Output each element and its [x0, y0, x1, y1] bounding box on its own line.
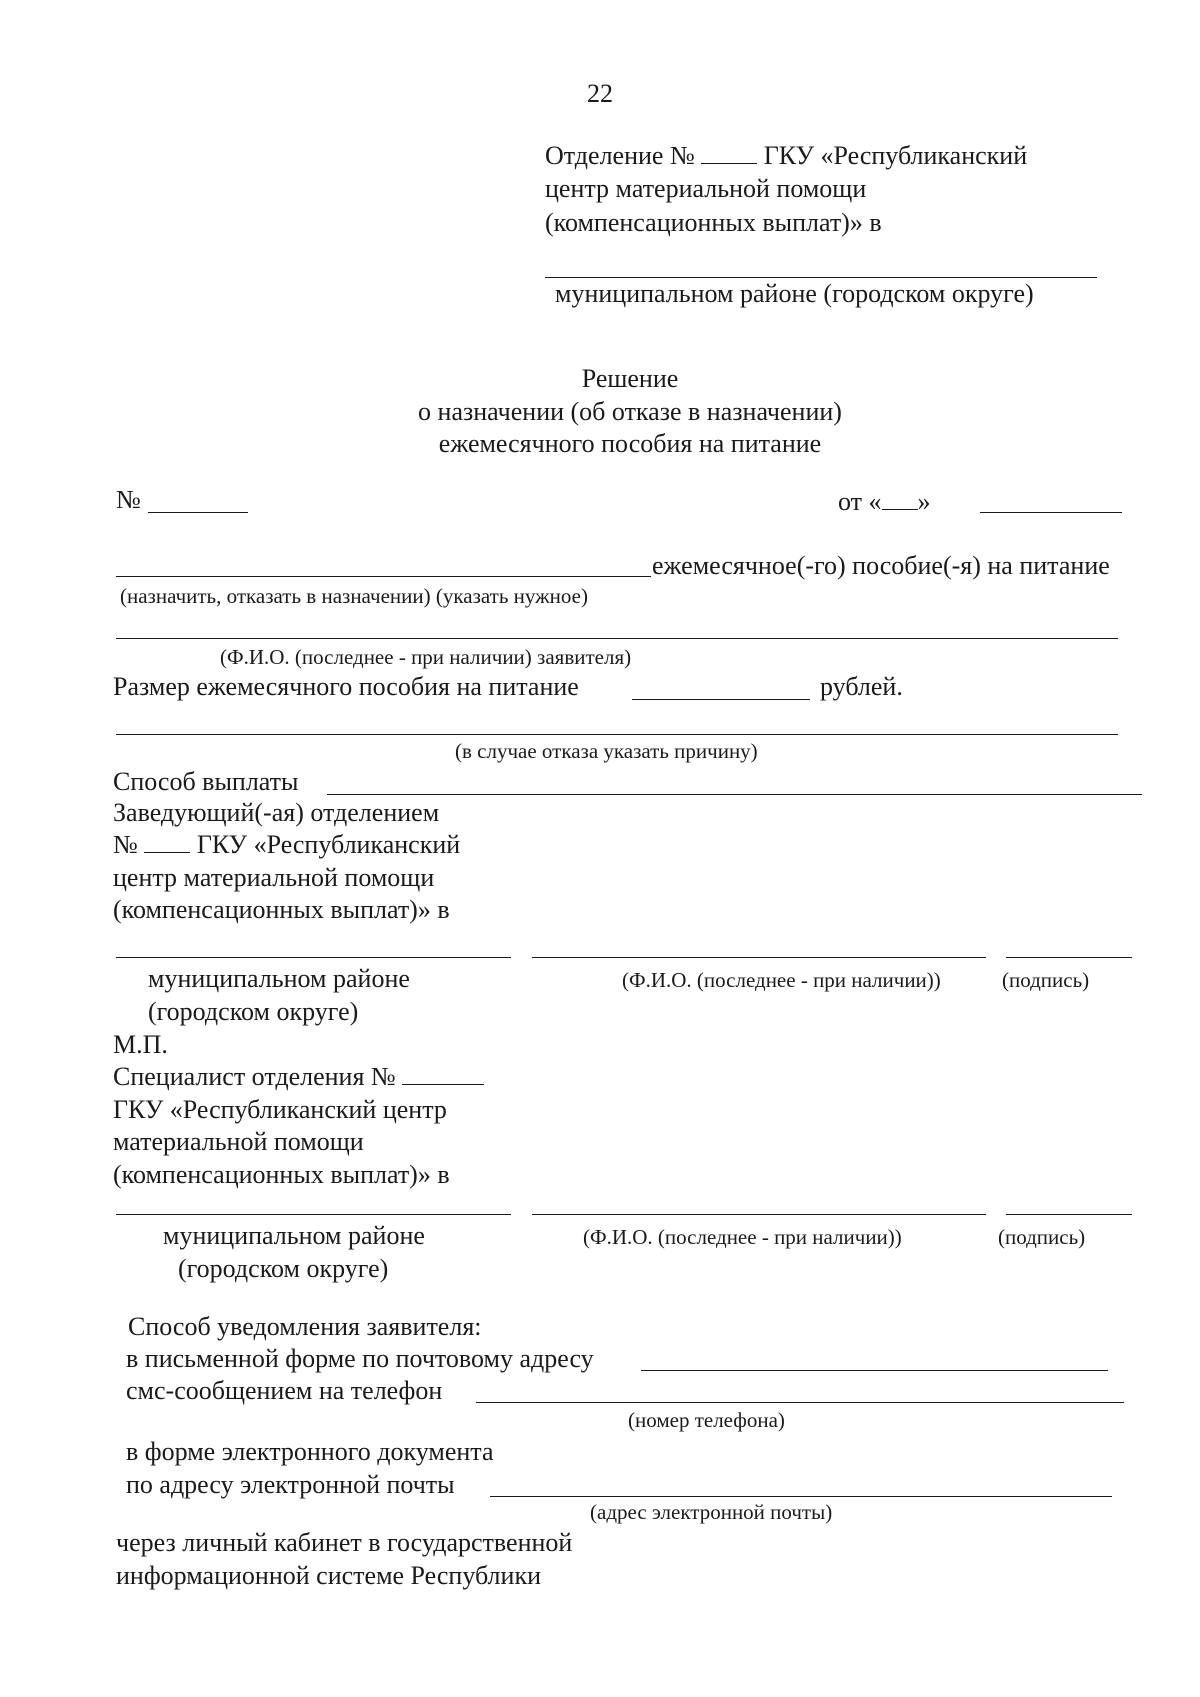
head-org-name: ГКУ «Республиканский: [196, 830, 461, 859]
amount-unit: рублей.: [820, 672, 903, 701]
specialist-district-2: (городском округе): [178, 1254, 389, 1283]
specialist-label: Специалист отделения №: [113, 1062, 396, 1091]
notification-cabinet-1: через личный кабинет в государственной: [116, 1528, 573, 1557]
applicant-hint: (Ф.И.О. (последнее - при наличии) заявителя): [220, 645, 632, 669]
number-label: №: [116, 485, 141, 514]
payment-method-field[interactable]: [327, 794, 1142, 795]
head-fio-hint: (Ф.И.О. (последнее - при наличии)): [622, 968, 941, 992]
payment-label: Способ выплаты: [113, 767, 299, 796]
specialist-line-3: материальной помощи: [113, 1127, 364, 1156]
decision-field[interactable]: [116, 576, 651, 577]
amount-label: Размер ежемесячного пособия на питание: [113, 672, 579, 701]
decision-hint: (назначить, отказать в назначении) (указать нужное): [120, 584, 588, 608]
header-department-label: Отделение №: [545, 141, 695, 170]
header-line-4: муниципальном районе (городском округе): [555, 279, 1034, 308]
notification-email-2: по адресу электронной почты: [126, 1470, 455, 1499]
specialist-fio-hint: (Ф.И.О. (последнее - при наличии)): [583, 1225, 902, 1249]
header-org-name: ГКУ «Республиканский: [763, 141, 1028, 170]
specialist-line-2: ГКУ «Республиканский центр: [113, 1095, 447, 1124]
specialist-department-number-field[interactable]: [402, 1062, 484, 1085]
notification-cabinet-2: информационной системе Республики: [116, 1561, 541, 1590]
date-label: [838, 486, 931, 518]
date-open-quote: от «: [838, 487, 882, 516]
date-month-year-field[interactable]: [980, 512, 1122, 513]
decision-number-field[interactable]: [148, 512, 248, 513]
stamp-label: М.П.: [113, 1030, 168, 1059]
notification-post: в письменной форме по почтовому адресу: [126, 1344, 594, 1373]
head-number-label: №: [113, 830, 138, 859]
specialist-line-1: [113, 1061, 484, 1093]
postal-address-field[interactable]: [641, 1370, 1108, 1371]
head-fio-field[interactable]: [532, 957, 986, 958]
notification-title: Способ уведомления заявителя:: [128, 1312, 482, 1341]
header-line-1: [545, 140, 1027, 172]
head-district-field[interactable]: [116, 957, 511, 958]
document-subtitle-1: о назначении (об отказе в назначении): [418, 397, 842, 426]
header-line-3: (компенсационных выплат)» в: [545, 208, 882, 237]
head-district-1: муниципальном районе: [148, 964, 410, 993]
specialist-district-1: муниципальном районе: [163, 1221, 425, 1250]
head-department-number-field[interactable]: [144, 830, 190, 853]
refusal-hint: (в случае отказа указать причину): [455, 739, 758, 763]
head-line-4: (компенсационных выплат)» в: [113, 895, 450, 924]
page-number: 22: [587, 79, 613, 108]
head-line-2: [113, 829, 460, 861]
notification-sms: смс-сообщением на телефон: [126, 1376, 443, 1405]
email-hint: (адрес электронной почты): [590, 1500, 833, 1524]
specialist-signature-hint: (подпись): [998, 1225, 1086, 1249]
head-signature-hint: (подпись): [1002, 968, 1090, 992]
head-district-2: (городском округе): [148, 997, 359, 1026]
decision-text: ежемесячное(-го) пособие(-я) на питание: [652, 551, 1110, 580]
specialist-district-field[interactable]: [116, 1214, 511, 1215]
head-line-1: Заведующий(-ая) отделением: [113, 798, 440, 827]
document-subtitle-2: ежемесячного пособия на питание: [438, 429, 822, 458]
amount-field[interactable]: [632, 699, 810, 700]
applicant-name-field[interactable]: [116, 638, 1118, 639]
email-address-field[interactable]: [490, 1496, 1112, 1497]
header-line-2: центр материальной помощи: [545, 174, 867, 203]
specialist-fio-field[interactable]: [532, 1214, 986, 1215]
notification-email-1: в форме электронного документа: [126, 1437, 494, 1466]
refusal-reason-field[interactable]: [116, 734, 1118, 735]
date-day-field[interactable]: [882, 487, 918, 510]
document-title: Решение: [581, 364, 679, 393]
head-signature-field[interactable]: [1006, 957, 1132, 958]
specialist-signature-field[interactable]: [1006, 1214, 1132, 1215]
phone-hint: (номер телефона): [628, 1408, 785, 1432]
specialist-line-4: (компенсационных выплат)» в: [113, 1160, 450, 1189]
date-close-quote: »: [917, 487, 931, 516]
department-number-field[interactable]: [701, 141, 757, 164]
phone-number-field[interactable]: [476, 1402, 1124, 1403]
head-line-3: центр материальной помощи: [113, 863, 435, 892]
